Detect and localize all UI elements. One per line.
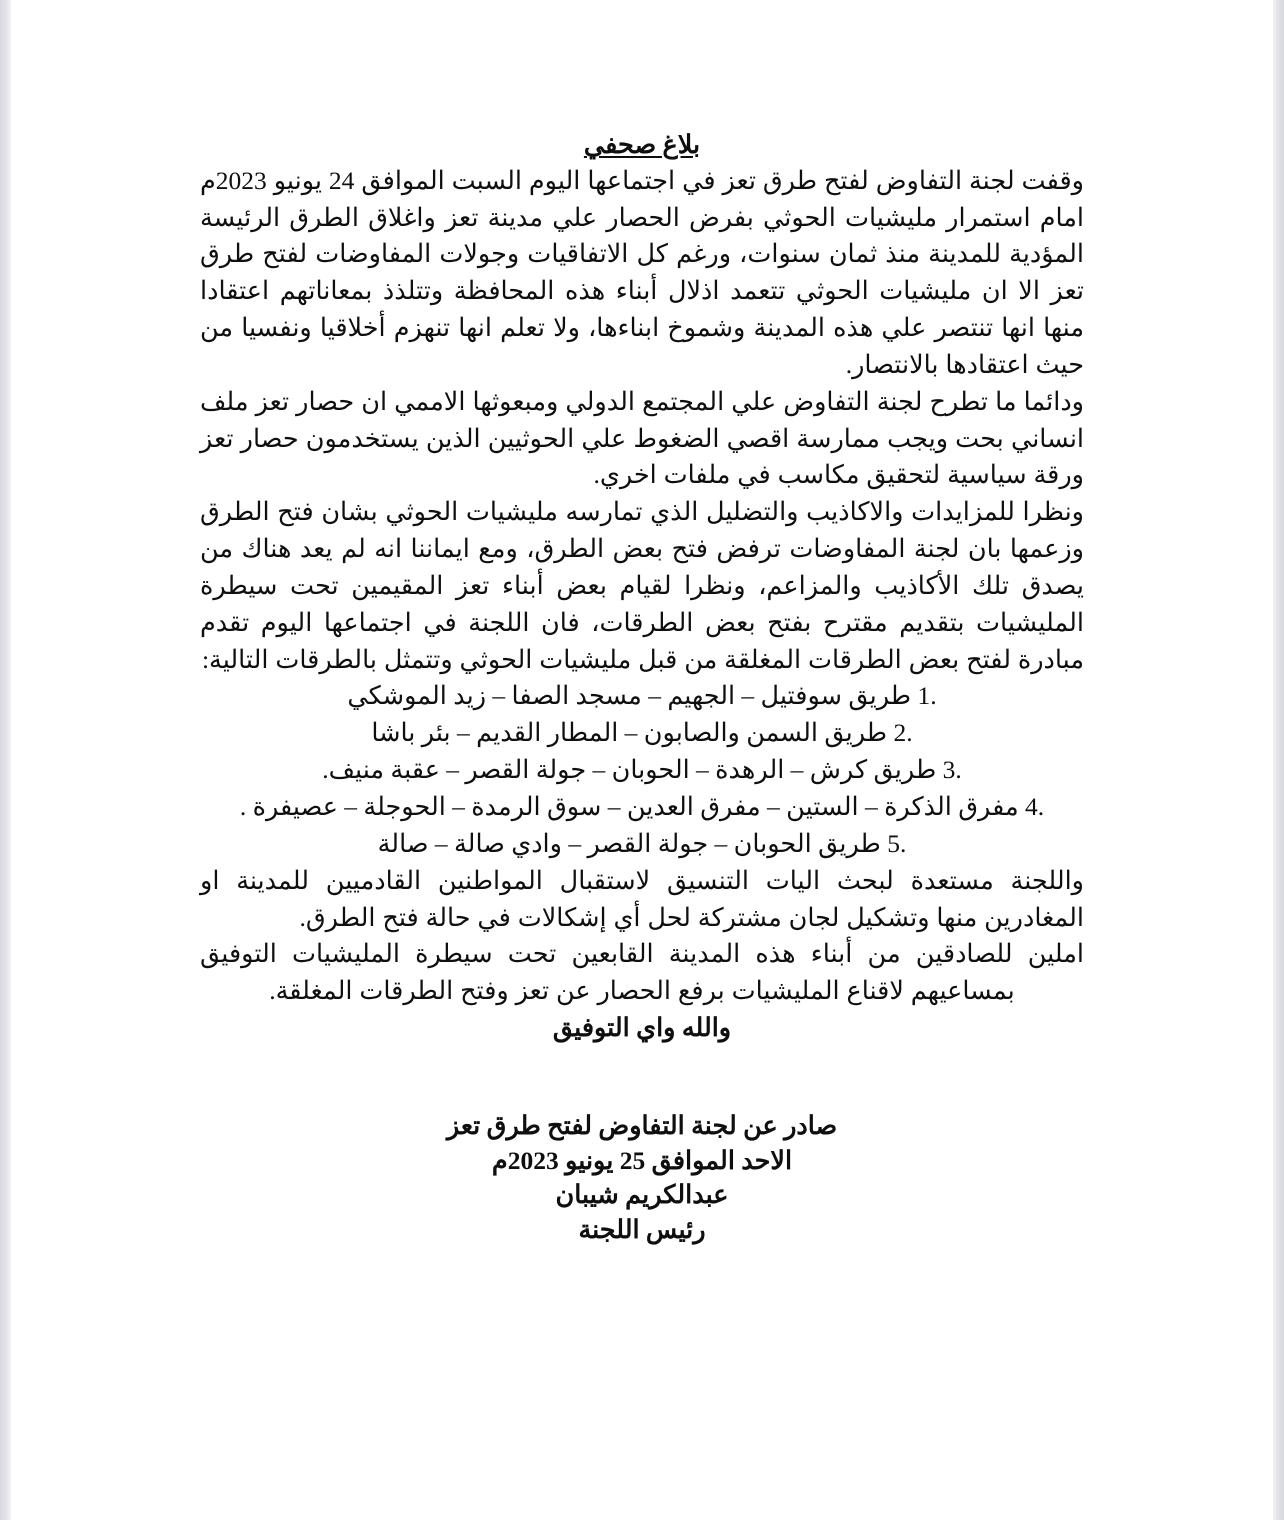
list-item <box>200 678 1084 715</box>
list-item <box>200 789 1084 826</box>
list-item-label: طريق سوفتيل – الجهيم – مسجد الصفا – زيد الموشكي <box>347 681 912 711</box>
list-item-label: مفرق الذكرة – الستين – مفرق العدين – سوق الرمدة – الحوجلة – عصيفرة . <box>239 792 1019 821</box>
list-item-label: طريق الحوبان – جولة القصر – وادي صالة – صالة <box>377 828 881 858</box>
page-right-gutter <box>1273 0 1284 1520</box>
signature-name: عبدالكريم شيبان <box>555 1180 729 1210</box>
document-text-block <box>200 128 1084 1248</box>
paragraph-hope: املين للصادقين من أبناء هذه المدينة القابعين تحت سيطرة المليشيات التوفيق بمساعيهم لاقناع المليشيات برفع الحصار عن تعز وفتح الطرقات المغلقة. <box>200 939 1084 1006</box>
list-item-label: طريق كرش – الرهدة – الحوبان – جولة القصر – عقبة منيف. <box>322 755 937 785</box>
paragraph-initiative: ونظرا للمزايدات والاكاذيب والتضليل الذي تمارسه مليشيات الحوثي بشان فتح الطرق وزعمها بان لجنة المفاوضات ترفض فتح بعض الطرق، ومع ايماننا انه لم يعد هناك من يصدق تلك الأكاذيب والمزاعم، ونظرا لقيام بعض أبناء تعز المقيمين تحت سيطرة المليشيات بتقديم مقترح بفتح بعض الطرقات، فان اللجنة في اجتماعها اليوم تقدم مبادرة لفتح بعض الطرقات المغلقة من قبل مليشيات الحوثي وتتمثل بالطرقات التالية: <box>200 497 1084 674</box>
signature-role: رئيس اللجنة <box>578 1214 706 1244</box>
page-sheet <box>11 0 1273 1520</box>
paragraph-coordination: واللجنة مستعدة لبحث اليات التنسيق لاستقبال المواطنين القادميين للمدينة او المغادرين منها وتشكيل لجان مشتركة لحل أي إشكالات في حالة فتح الطرق. <box>200 865 1084 932</box>
list-item-label: طريق السمن والصابون – المطار القديم – بئر باشا <box>371 718 888 748</box>
list-item <box>200 826 1084 863</box>
page-title: بلاغ صحفي <box>583 130 701 159</box>
closing-invocation: والله واي التوفيق <box>552 1013 732 1043</box>
signature-date: الاحد الموافق 25 يونيو 2023م <box>491 1145 793 1175</box>
list-item-number: 2. <box>893 718 913 748</box>
signature-issuer: صادر عن لجنة التفاوض لفتح طرق تعز <box>446 1110 838 1140</box>
list-item-number: 4. <box>1025 792 1045 821</box>
paragraph-intro: وقفت لجنة التفاوض لفتح طرق تعز في اجتماعها اليوم السبت الموافق 24 يونيو 2023م امام استمرار مليشيات الحوثي بفرض الحصار علي مدينة تعز واغلاق الطرق الرئيسة المؤدية للمدينة منذ ثمان سنوات، ورغم كل الاتفاقيات وجولات المفاوضات لفتح طرق تعز الا ان مليشيات الحوثي تتعمد اذلال أبناء هذه المحافظة وتتلذذ بمعاناتهم اعتقادا منها انها تنتصر علي هذه المدينة وشموخ ابناءها، ولا تعلم انها تنهزم أخلاقيا ونفسيا من حيث اعتقادها بالانتصار. <box>200 165 1084 379</box>
road-list <box>200 678 1084 862</box>
list-item-number: 1. <box>917 681 937 711</box>
signature-block <box>200 1109 1084 1248</box>
list-item <box>200 752 1084 789</box>
page-left-gutter <box>0 0 11 1520</box>
list-item-number: 3. <box>942 755 962 785</box>
list-item <box>200 715 1084 752</box>
list-item-number: 5. <box>887 828 907 858</box>
paragraph-international-appeal: ودائما ما تطرح لجنة التفاوض علي المجتمع الدولي ومبعوثها الاممي ان حصار تعز ملف انساني بحت ويجب ممارسة اقصي الضغوط علي الحوثيين الذين يستخدمون حصار تعز ورقة سياسية لتحقيق مكاسب في ملفات اخري. <box>200 386 1084 490</box>
